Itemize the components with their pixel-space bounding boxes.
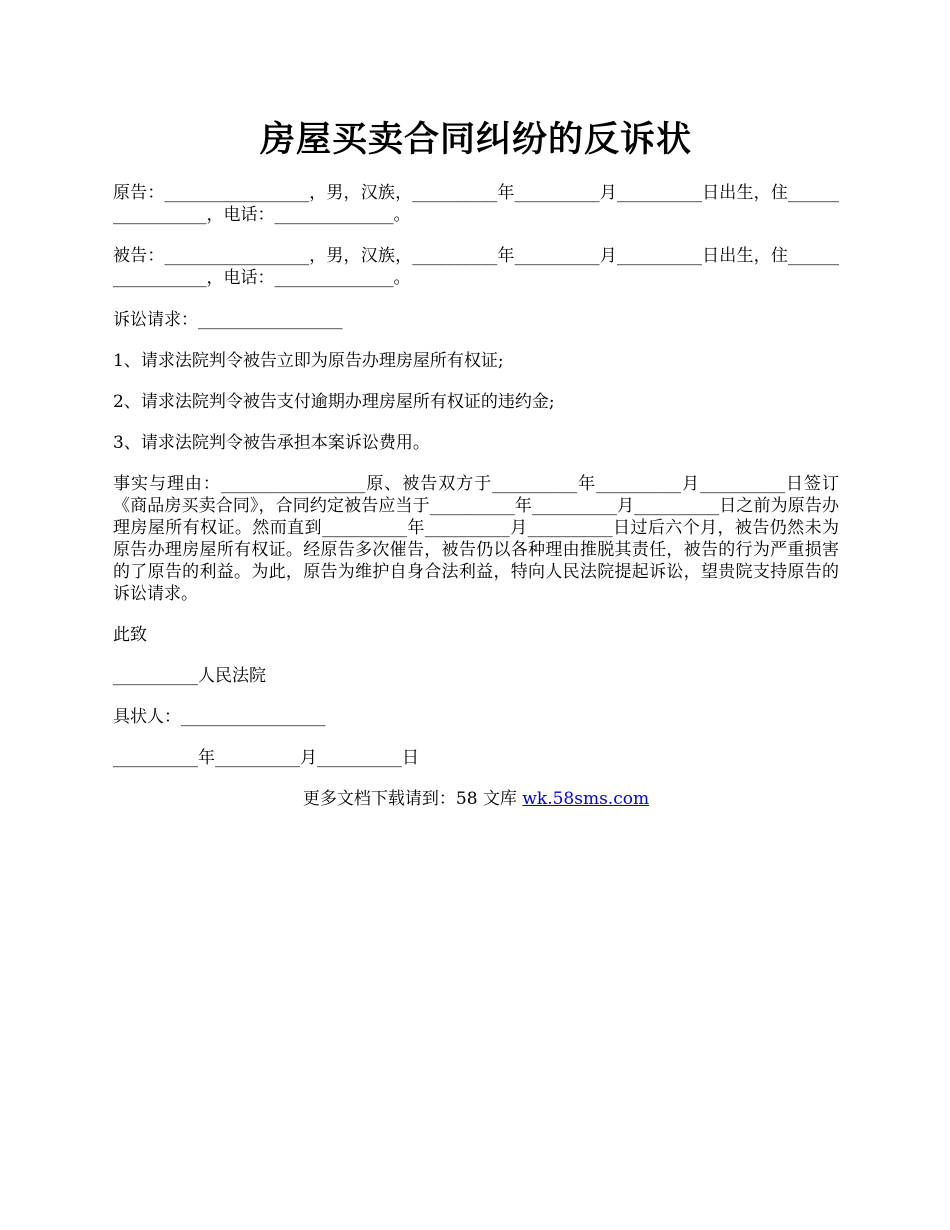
footer-link[interactable]: wk.58sms.com <box>522 789 650 809</box>
court-name: __________人民法院 <box>113 666 266 686</box>
document-title: 房屋买卖合同纠纷的反诉状 <box>259 119 692 160</box>
signer-line: 具状人：_________________ <box>113 707 326 727</box>
plaintiff-info: 原告：_________________，男，汉族，__________年__________月__________日出生，住_________________，电话：______________。 <box>113 183 839 225</box>
claim-item-1: 1、请求法院判令被告立即为原告办理房屋所有权证; <box>113 351 504 371</box>
salutation: 此致 <box>113 625 147 645</box>
claims-heading: 诉讼请求：_________________ <box>113 310 343 330</box>
claim-item-3: 3、请求法院判令被告承担本案诉讼费用。 <box>113 433 430 453</box>
download-footer <box>113 788 839 810</box>
footer-text: 更多文档下载请到：58 文库 <box>302 789 523 809</box>
date-line: __________年__________月__________日 <box>113 748 419 768</box>
defendant-info: 被告：_________________，男，汉族，__________年__________月__________日出生，住_________________，电话：______________。 <box>113 246 839 288</box>
facts-and-reasons: 事实与理由：_________________原、被告双方于__________年__________月__________日签订《商品房买卖合同》，合同约定被告应当于__________年__________月__________日之前为原告办理房屋所有权证。然而直到__________年__________月__________日过后六个月，被告仍然未为原告办理房屋所有权证。经原告多次催告，被告仍以各种理由推脱其责任，被告的行为严重损害的了原告的利益。为此，原告为维护自身合法利益，特向人民法院提起诉讼，望贵院支持原告的诉讼请求。 <box>113 474 839 604</box>
claim-item-2: 2、请求法院判令被告支付逾期办理房屋所有权证的违约金; <box>113 392 555 412</box>
